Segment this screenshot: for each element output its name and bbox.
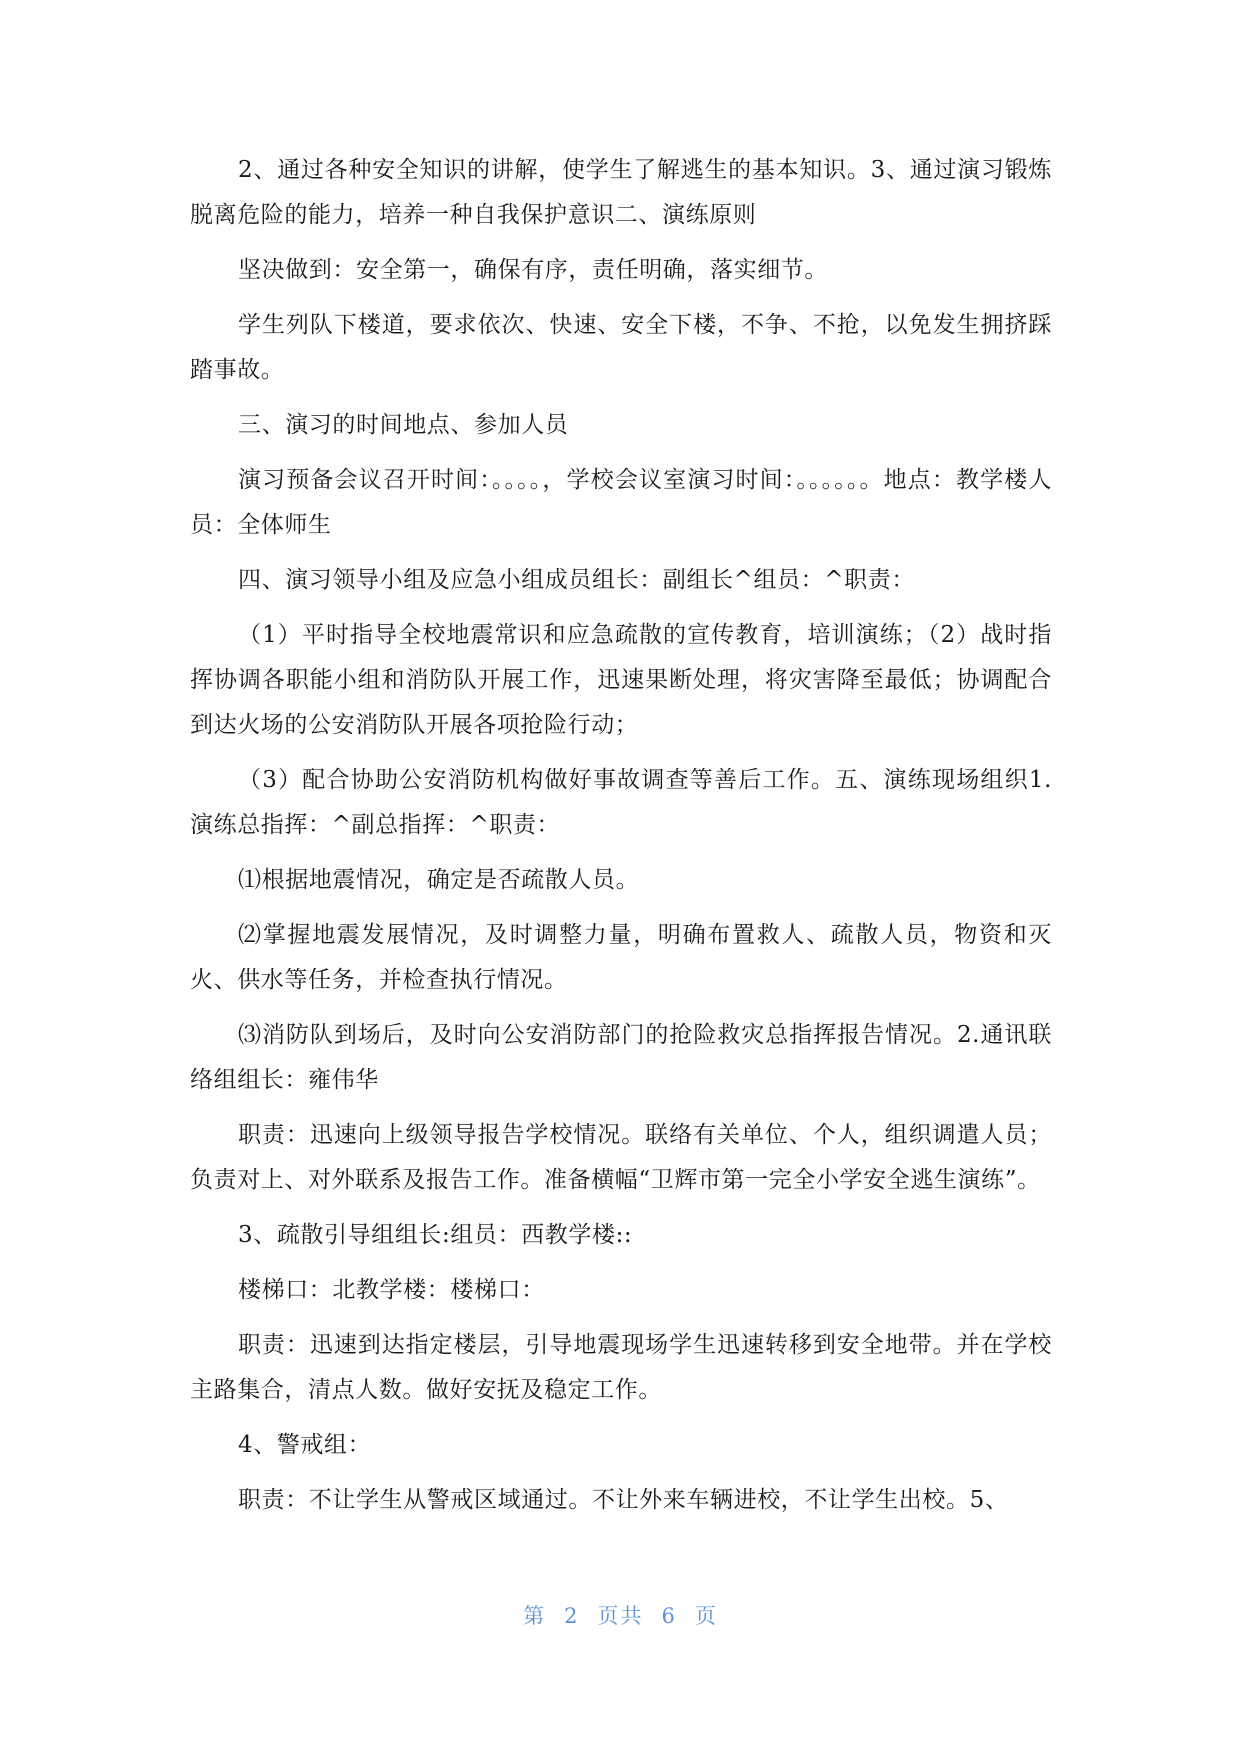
paragraph-10: ⑵掌握地震发展情况，及时调整力量，明确布置救人、疏散人员，物资和灭火、供水等任务，并检查执行情况。 bbox=[190, 922, 1052, 993]
paragraph-11: ⑶消防队到场后，及时向公安消防部门的抢险救灾总指挥报告情况。2.通讯联络组组长：雍伟华 bbox=[190, 1022, 1052, 1093]
document-body bbox=[190, 148, 1052, 1523]
page-footer bbox=[0, 1600, 1241, 1630]
footer-current-page: 2 bbox=[564, 1604, 580, 1628]
footer-prefix: 第 bbox=[523, 1604, 547, 1628]
footer-middle: 页共 bbox=[597, 1604, 644, 1628]
footer-suffix: 页 bbox=[694, 1604, 718, 1628]
footer-total-pages: 6 bbox=[661, 1604, 677, 1628]
paragraph-5: 演习预备会议召开时间：。。。。，学校会议室演习时间：。。。。。。地点：教学楼人员：全体师生 bbox=[190, 467, 1052, 538]
paragraph-13: 3、疏散引导组组长:组员：西教学楼:: bbox=[238, 1222, 633, 1248]
paragraph-16: 4、警戒组： bbox=[238, 1432, 372, 1458]
paragraph-3: 学生列队下楼道，要求依次、快速、安全下楼，不争、不抢，以免发生拥挤踩踏事故。 bbox=[190, 312, 1052, 383]
paragraph-8: （3）配合协助公安消防机构做好事故调查等善后工作。五、演练现场组织1.演练总指挥：^副总指挥：^职责： bbox=[190, 767, 1052, 838]
paragraph-12: 职责：迅速向上级领导报告学校情况。联络有关单位、个人，组织调遣人员；负责对上、对外联系及报告工作。准备横幅“卫辉市第一完全小学安全逃生演练”。 bbox=[190, 1122, 1052, 1193]
paragraph-6: 四、演习领导小组及应急小组成员组长：副组长^组员：^职责： bbox=[238, 567, 915, 593]
paragraph-14: 楼梯口：北教学楼：楼梯口： bbox=[238, 1277, 545, 1303]
paragraph-1: 2、通过各种安全知识的讲解，使学生了解逃生的基本知识。3、通过演习锻炼脱离危险的能力，培养一种自我保护意识二、演练原则 bbox=[190, 157, 1052, 228]
paragraph-17: 职责：不让学生从警戒区域通过。不让外来车辆进校，不让学生出校。5、 bbox=[238, 1487, 1009, 1513]
paragraph-2: 坚决做到：安全第一，确保有序，责任明确，落实细节。 bbox=[238, 257, 828, 283]
paragraph-7: （1）平时指导全校地震常识和应急疏散的宣传教育，培训演练；（2）战时指挥协调各职能小组和消防队开展工作，迅速果断处理，将灾害降至最低；协调配合到达火场的公安消防队开展各项抢险行动； bbox=[190, 622, 1052, 738]
paragraph-4: 三、演习的时间地点、参加人员 bbox=[238, 412, 569, 438]
paragraph-15: 职责：迅速到达指定楼层，引导地震现场学生迅速转移到安全地带。并在学校主路集合，清点人数。做好安抚及稳定工作。 bbox=[190, 1332, 1052, 1403]
paragraph-9: ⑴根据地震情况，确定是否疏散人员。 bbox=[238, 867, 640, 893]
